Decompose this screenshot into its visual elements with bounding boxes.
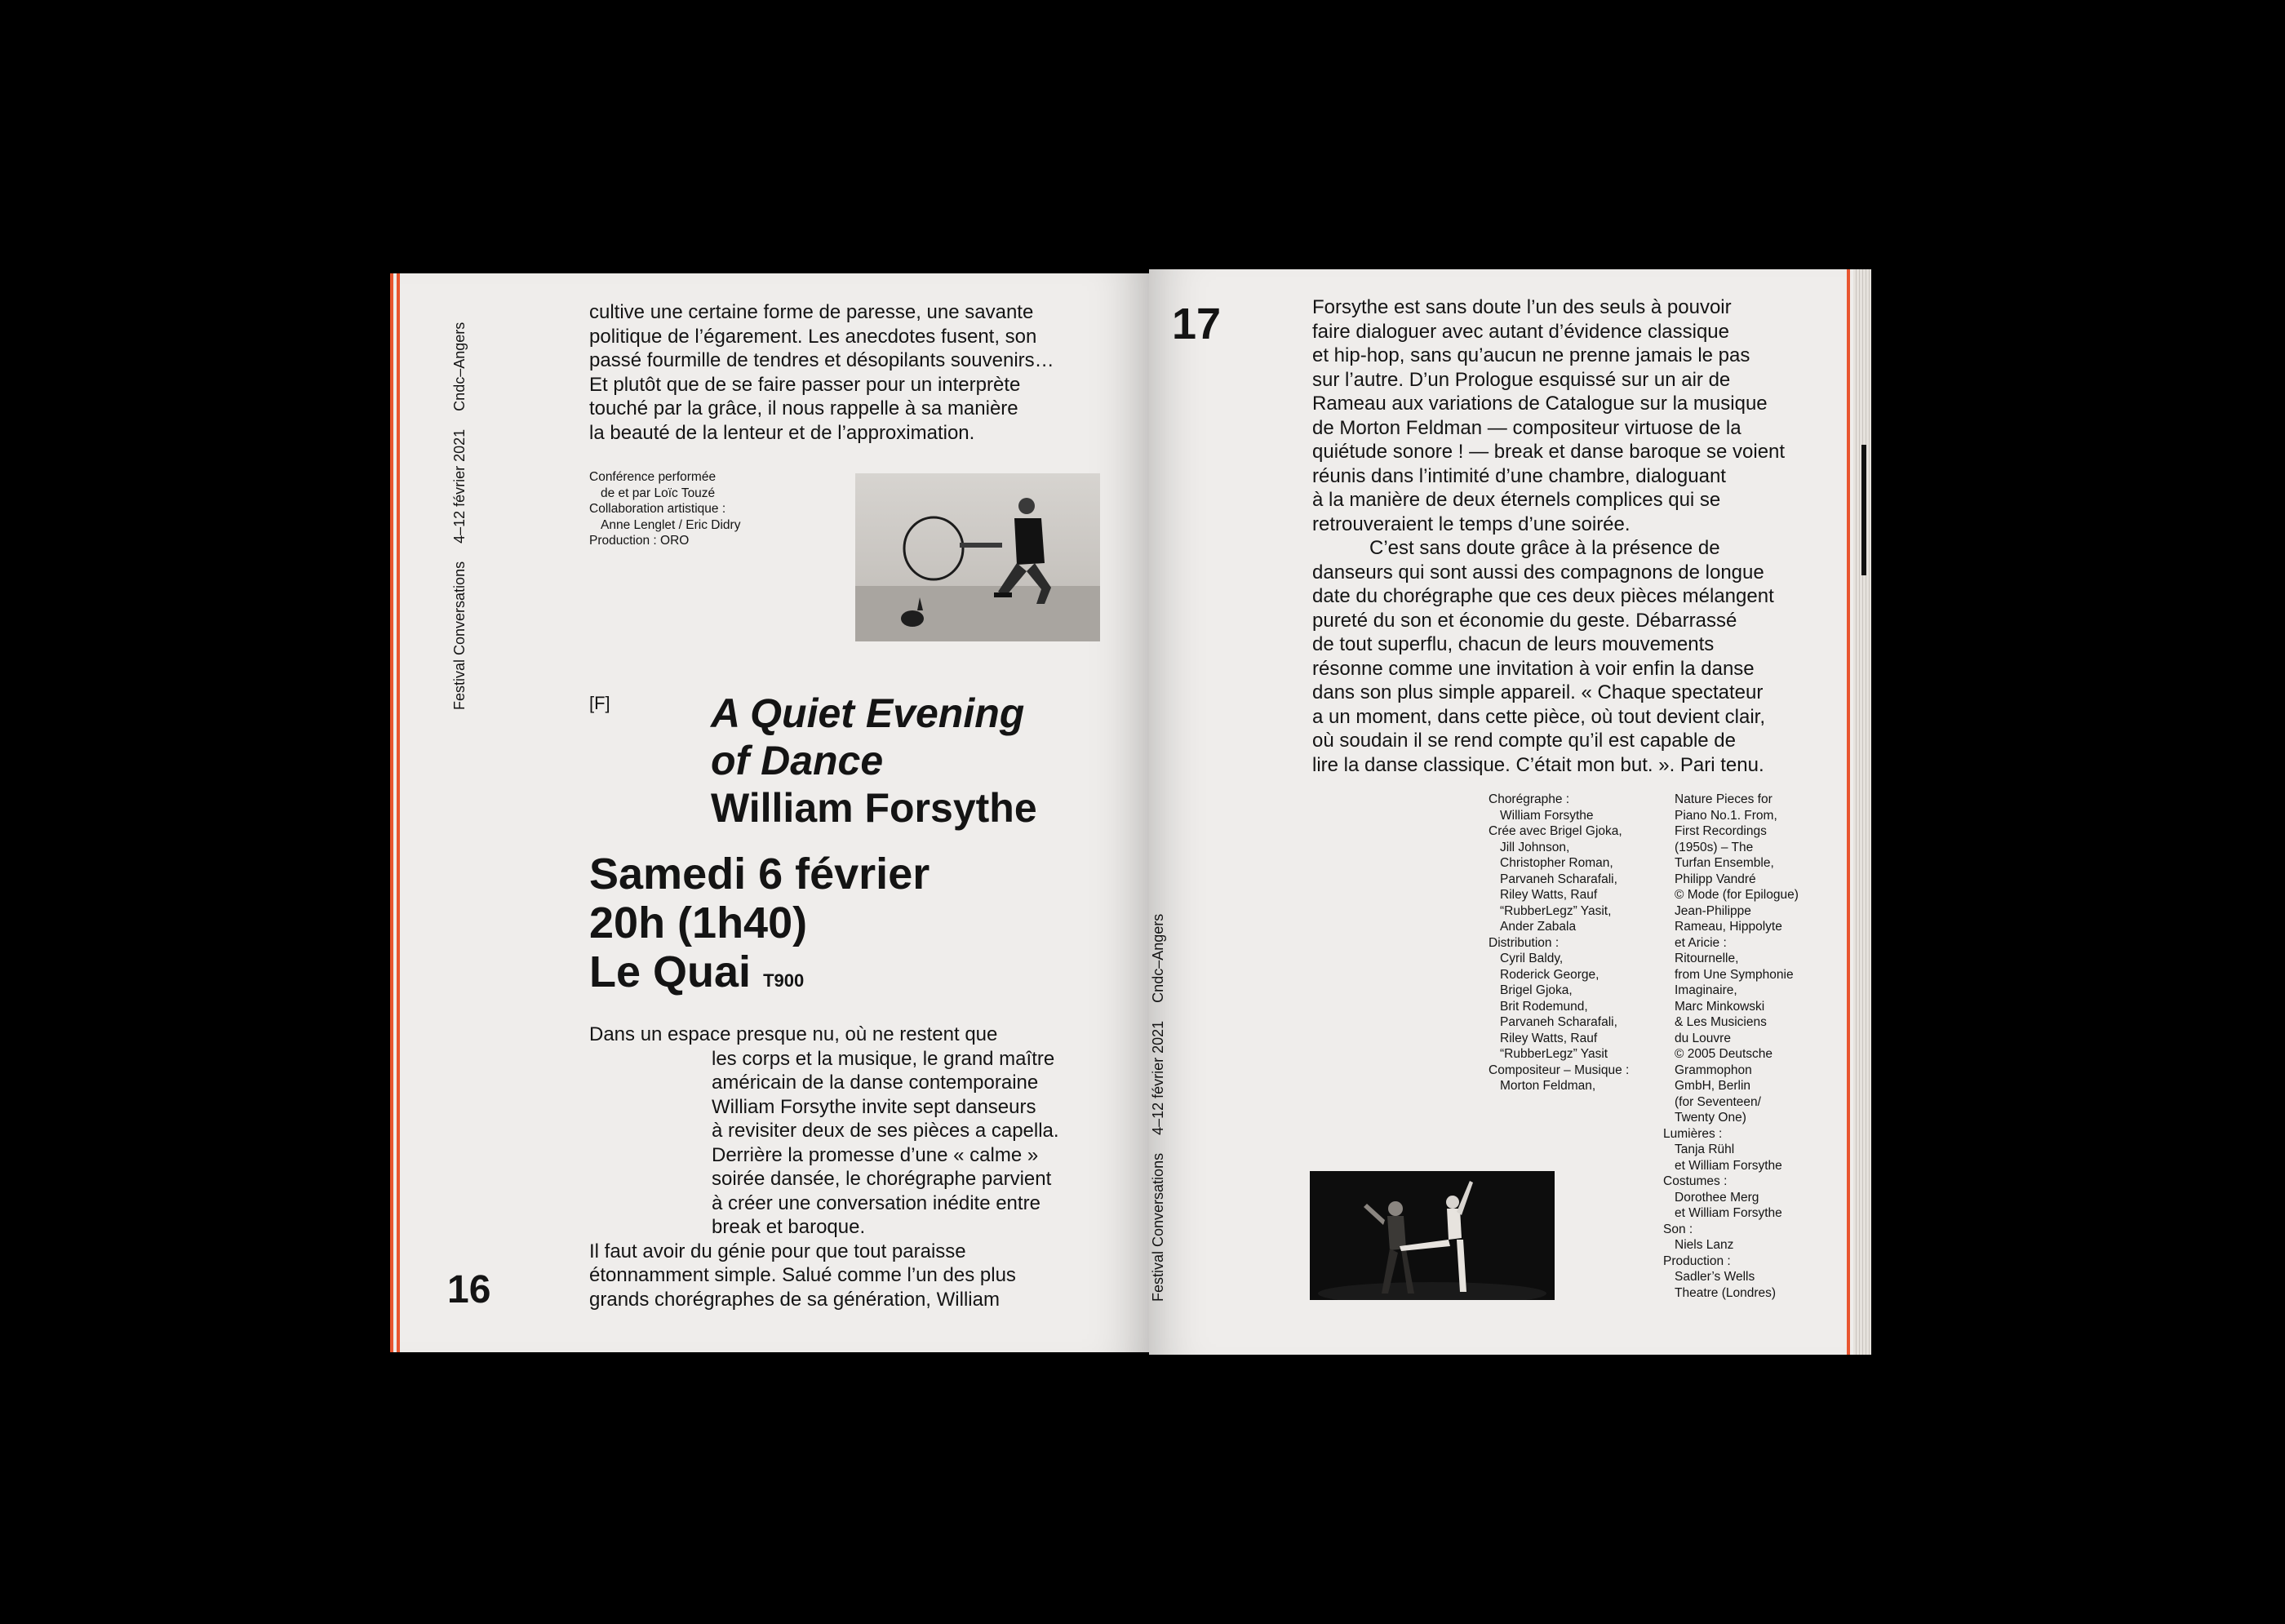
show-title: A Quiet Evening of Dance William Forsythe [711, 690, 1037, 831]
left-page [390, 273, 1149, 1352]
main-paragraph: Dans un espace presque nu, où ne restent que les corps et la musique, le grand maître américain de la danse contemporaine William Forsythe invite sept danseurs à revisiter deux de ses pièces a capella. Derrière la promesse d’une « calme » soirée dansée, le chorégraphe parvient à créer une conversation inédite entre break et baroque. Il faut avoir du génie pour que tout paraisse étonnamment simple. Salué comme l’un des plus grands chorégraphes de sa génération, William [589, 1023, 1059, 1311]
page-edge-accent [390, 273, 393, 1352]
credits-column-2: Nature Pieces for Piano No.1. From, First Recordings (1950s) – The Turfan Ensemble, Philipp Vandré © Mode (for Epilogue) Jean-Philippe Rameau, Hippolyte et Aricie : Ritournelle, from Une Symphonie Imaginaire, Marc Minkowski & Les Musiciens du Louvre © 2005 Deutsche Grammophon GmbH, Berlin (for Seventeen/ Twenty One) Lumières : Tanja Rühl et William Forsythe Costumes : Dorothee Merg et William Forsythe Son : Niels Lanz Production : Sadler’s Wells Theatre (Londres) [1663, 792, 1799, 1300]
page-edge-accent [397, 273, 400, 1352]
page-edge-accent [1847, 269, 1850, 1355]
page-number: 17 [1172, 300, 1222, 348]
page-number: 16 [447, 1268, 491, 1311]
language-tag: [F] [589, 693, 610, 713]
credits-block: Conférence performée de et par Loïc Touzé Collaboration artistique : Anne Lenglet / Eric Didry Production : ORO [589, 470, 741, 548]
event-date-time-venue [589, 850, 930, 1005]
duet-photo-illustration [1310, 1171, 1555, 1300]
intro-paragraph: cultive une certaine forme de paresse, une savante politique de l’égarement. Les anecdotes fusent, son passé fourmille de tendres et désopilants souvenirs… Et plutôt que de se faire passer pour un interprète touché par la grâce, il nous rappelle à sa manière la beauté de la lenteur et de l’approximation. [589, 301, 1054, 444]
venue-room: T900 [763, 970, 805, 991]
event-date: Samedi 6 février [589, 850, 930, 899]
spine-running-header: Festival Conversations4–12 février 2021Cndc–Angers [1150, 913, 1166, 1302]
choreographer-name: William Forsythe [711, 785, 1037, 831]
main-paragraph: Forsythe est sans doute l’un des seuls à pouvoir faire dialoguer avec autant d’évidence classique et hip-hop, sans qu’aucun ne prenne jamais le pas sur l’autre. D’un Prologue esquissé sur un air de Rameau aux variations de Catalogue sur la musique de Morton Feldman — compositeur virtuose de la quiétude sonore ! — break et danse baroque se voient réunis dans l’intimité d’une chambre, dialoguant à la manière de deux éternels complices qui se retrouveraient le temps d’une soirée. C’est sans doute grâce à la présence de danseurs qui sont aussi des compagnons de longue date du chorégraphe que ces deux pièces mélangent pureté du son et économie du geste. Débarrassé de tout superflu, chacun de leurs mouvements résonne comme une invitation à voir enfin la danse dans son plus simple appareil. « Chaque spectateur a un moment, dans cette pièce, où tout devient clair, où soudain il se rend compte qu’il est capable de lire la danse classique. C’était mon but. ». Pari tenu. [1312, 296, 1786, 776]
credits-column-1: Chorégraphe : William Forsythe Crée avec Brigel Gjoka, Jill Johnson, Christopher Roman, Parvaneh Scharafali, Riley Watts, Rauf “RubberLegz” Yasit, Ander Zabala Distribution : Cyril Baldy, Roderick George, Brigel Gjoka, Brit Rodemund, Parvaneh Scharafali, Riley Watts, Rauf “RubberLegz” Yasit Compositeur – Musique : Morton Feldman, [1489, 792, 1630, 1093]
event-time: 20h (1h40) [589, 899, 808, 947]
spine-running-header: Festival Conversations4–12 février 2021Cndc–Angers [451, 322, 468, 710]
page-stack-edge [1853, 269, 1871, 1355]
photo-dancer-with-hoop [855, 473, 1100, 641]
right-page [1149, 269, 1871, 1355]
event-venue: Le Quai T900 [589, 947, 805, 996]
photo-dancers-duet [1310, 1171, 1555, 1300]
hoop-photo-illustration [855, 473, 1100, 641]
thumb-index-mark [1861, 445, 1866, 575]
